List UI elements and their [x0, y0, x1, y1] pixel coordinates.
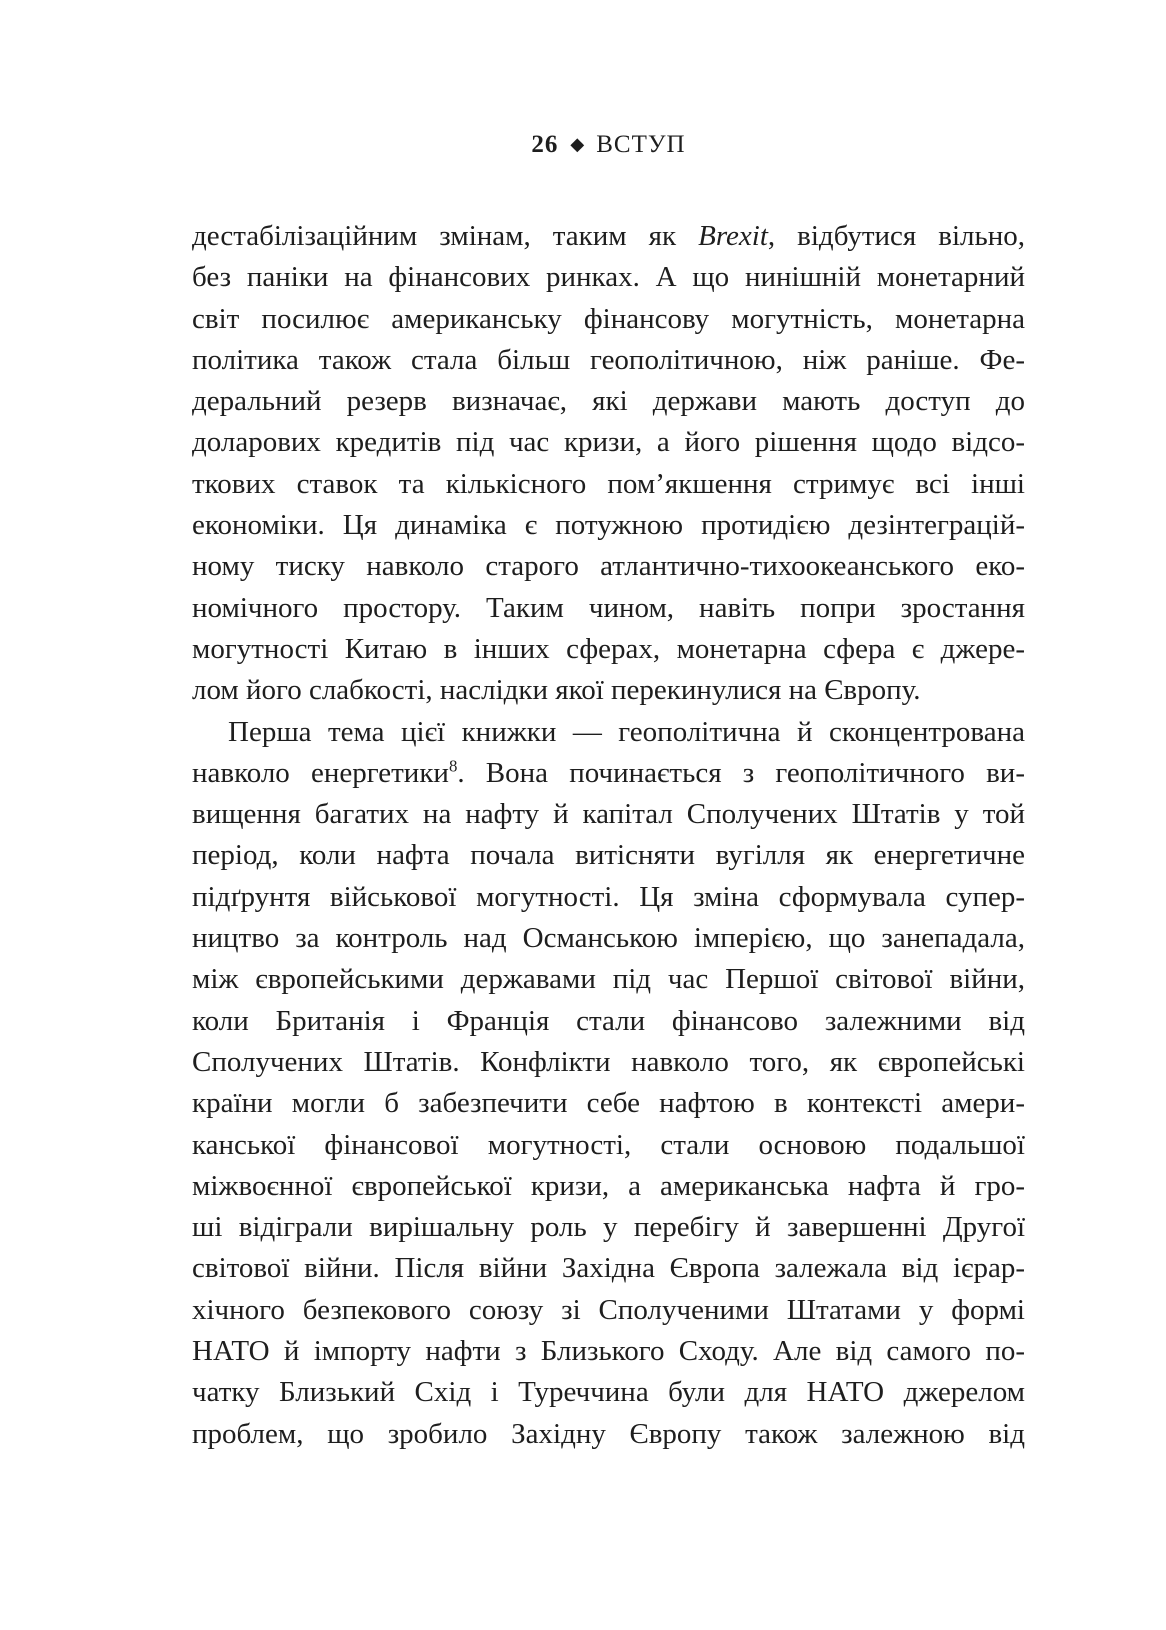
- text-line: ткових ставок та кількісного пом’якшення стримує всі інші: [192, 467, 1025, 500]
- text-line: ші відіграли вирішальну роль у перебігу й завершенні Другої: [192, 1211, 1025, 1244]
- text-line: без паніки на фінансових ринках. А що нинішній монетарний: [192, 261, 1025, 294]
- text-line: країни могли б забезпечити себе нафтою в контексті амери-: [192, 1087, 1025, 1120]
- text-line: могутності Китаю в інших сферах, монетарна сфера є джере-: [192, 632, 1025, 665]
- text-line: період, коли нафта почала витісняти вугілля як енергетичне: [192, 839, 1025, 872]
- text-line: вищення багатих на нафту й капітал Сполучених Штатів у той: [192, 798, 1025, 831]
- text-line: доларових кредитів під час кризи, а його рішення щодо відсо-: [192, 426, 1025, 459]
- line-text: навколо енергетики: [192, 756, 449, 789]
- text-line: [192, 753, 1025, 794]
- text-line: Сполучених Штатів. Конфлікти навколо того, як європейські: [192, 1045, 1025, 1078]
- text-line: Перша тема цієї книжки — геополітична й сконцентрована: [228, 715, 1025, 748]
- line-text: дестабілізаційним змінам, таким як: [192, 220, 699, 252]
- text-line: деральний резерв визначає, які держави мають доступ до: [192, 385, 1025, 418]
- text-line: лом його слабкості, наслідки якої перекинулися на Європу.: [192, 674, 921, 707]
- text-line: чатку Близький Схід і Туреччина були для НАТО джерелом: [192, 1376, 1025, 1409]
- line-text: , відбутися вільно,: [767, 220, 1025, 252]
- chapter-title: ВСТУП: [596, 131, 686, 158]
- page-number: 26: [531, 131, 559, 158]
- text-line: між європейськими державами під час Першої світової війни,: [192, 963, 1025, 996]
- text-line: [192, 216, 1025, 257]
- italic-term: Brexit: [698, 220, 768, 252]
- text-line: НАТО й імпорту нафти з Близького Сходу. Але від самого по-: [192, 1335, 1025, 1368]
- text-block: [192, 216, 1025, 1455]
- diamond-icon: ◆: [570, 134, 585, 155]
- text-line: світ посилює американську фінансову могутність, монетарна: [192, 302, 1025, 335]
- text-line: хічного безпекового союзу зі Сполученими Штатами у формі: [192, 1293, 1025, 1326]
- text-line: ному тиску навколо старого атлантично-тихоокеанського еко-: [192, 550, 1025, 583]
- footnote-ref: 8: [448, 756, 458, 776]
- text-line: проблем, що зробило Західну Європу також залежною від: [192, 1417, 1025, 1450]
- text-line: ництво за контроль над Османською імперією, що занепадала,: [192, 922, 1025, 955]
- text-line: канської фінансової могутності, стали основою подальшої: [192, 1128, 1025, 1161]
- text-line: міжвоєнної європейської кризи, а американська нафта й гро-: [192, 1169, 1025, 1202]
- text-line: коли Британія і Франція стали фінансово залежними від: [192, 1004, 1025, 1037]
- text-line: економіки. Ця динаміка є потужною протидією дезінтеграцій-: [192, 509, 1025, 542]
- text-line: номічного простору. Таким чином, навіть попри зростання: [192, 591, 1025, 624]
- running-head: [192, 131, 1025, 159]
- text-line: політика також стала більш геополітичною, ніж раніше. Фе-: [192, 343, 1025, 376]
- text-line: підґрунтя військової могутності. Ця зміна сформувала супер-: [192, 880, 1025, 913]
- text-line: світової війни. Після війни Західна Європа залежала від ієрар-: [192, 1252, 1025, 1285]
- line-text: . Вона починається з геополітичного ви-: [457, 756, 1025, 789]
